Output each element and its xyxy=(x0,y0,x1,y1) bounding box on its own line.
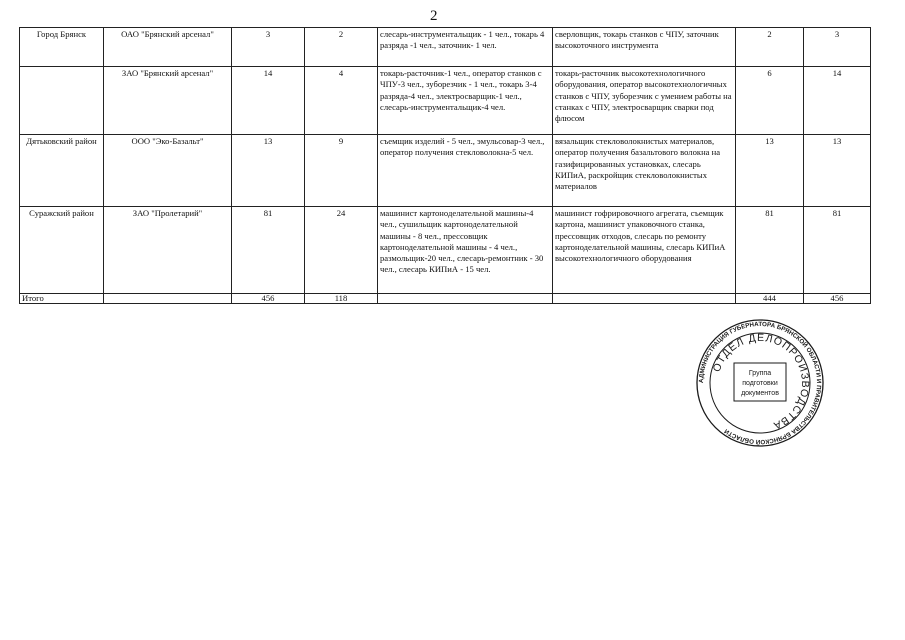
count-cell: 6 xyxy=(736,67,804,135)
count-cell: 13 xyxy=(736,135,804,207)
table-row xyxy=(20,28,871,67)
table-row xyxy=(20,135,871,207)
count-cell: 81 xyxy=(804,207,871,294)
organization-cell: ООО "Эко-Базальт" xyxy=(104,135,232,207)
table-row xyxy=(20,207,871,294)
count-cell: 3 xyxy=(232,28,305,67)
count-cell: 13 xyxy=(232,135,305,207)
stamp-center-line3: документов xyxy=(741,390,779,397)
empty-cell xyxy=(553,294,736,304)
total-label: Итого xyxy=(20,294,104,304)
empty-cell xyxy=(378,294,553,304)
professions-cell: съемщик изделий - 5 чел., эмульсовар-3 чел., оператор получения стекловолокна-5 чел. xyxy=(378,135,553,207)
stamp-outer-textpath: АДМИНИСТРАЦИЯ ГУБЕРНАТОРА БРЯНСКОЙ ОБЛАСТИ И ПРАВИТЕЛЬСТВА БРЯНСКОЙ ОБЛАСТИ xyxy=(697,320,823,446)
count-cell: 2 xyxy=(736,28,804,67)
organization-cell: ЗАО "Пролетарий" xyxy=(104,207,232,294)
organization-cell: ЗАО "Брянский арсенал" xyxy=(104,67,232,135)
count-cell: 13 xyxy=(804,135,871,207)
needed-professions-cell: машинист гофрировочного агрегата, съемщик картона, машинист упаковочного станка, прессовщик отходов, слесарь по ремонту картоноделательной машины, слесарь КИПиА высокотехнологичного оборудования xyxy=(553,207,736,294)
count-cell: 14 xyxy=(804,67,871,135)
count-cell: 4 xyxy=(305,67,378,135)
region-cell xyxy=(20,67,104,135)
empty-cell xyxy=(104,294,232,304)
count-cell: 81 xyxy=(736,207,804,294)
stamp-center-line2: подготовки xyxy=(742,380,778,387)
count-cell: 24 xyxy=(305,207,378,294)
region-cell: Город Брянск xyxy=(20,28,104,67)
total-row xyxy=(20,294,871,304)
total-count-cell: 444 xyxy=(736,294,804,304)
region-cell: Суражский район xyxy=(20,207,104,294)
official-stamp xyxy=(695,318,825,448)
organization-cell: ОАО "Брянский арсенал" xyxy=(104,28,232,67)
professions-cell: слесарь-инструментальщик - 1 чел., токарь 4 разряда -1 чел., заточник- 1 чел. xyxy=(378,28,553,67)
page-number: 2 xyxy=(430,8,438,24)
needed-professions-cell: сверловщик, токарь станков с ЧПУ, заточник высокоточного инструмента xyxy=(553,28,736,67)
table-row xyxy=(20,67,871,135)
professions-cell: токарь-расточник-1 чел., оператор станков с ЧПУ-3 чел., зуборезчик - 1 чел., токарь 3-4 разряда-4 чел., электросварщик-1 чел., слесарь-инструментальщик-4 чел. xyxy=(378,67,553,135)
total-count-cell: 118 xyxy=(305,294,378,304)
region-cell: Дятьковский район xyxy=(20,135,104,207)
needed-professions-cell: токарь-расточник высокотехнологичного оборудования, оператор высокотехнологичных станков с ЧПУ, зуборезчик с умением работы на станках с ЧПУ, электросварщик сварки под флюсом xyxy=(553,67,736,135)
count-cell: 3 xyxy=(804,28,871,67)
count-cell: 14 xyxy=(232,67,305,135)
stamp-center-line1: Группа xyxy=(748,370,772,377)
total-count-cell: 456 xyxy=(232,294,305,304)
count-cell: 2 xyxy=(305,28,378,67)
stamp-middle-textpath: ОТДЕЛ ДЕЛОПРОИЗВОДСТВА xyxy=(710,331,812,432)
total-count-cell: 456 xyxy=(804,294,871,304)
needed-professions-cell: вязальщик стекловолокнистых материалов, оператор получения базальтового волокна на газифицированных установках, слесарь КИПиА, раскройщик стекловолокнистых материалов xyxy=(553,135,736,207)
professions-cell: машинист картоноделательной машины-4 чел., сушильщик картоноделательной машины - 8 чел., прессовщик картоноделательной машины - 4 чел., размольщик-20 чел., слесарь-ремонтник - 30 чел., слесарь КИПиА - 15 чел. xyxy=(378,207,553,294)
employment-table xyxy=(19,27,871,304)
count-cell: 9 xyxy=(305,135,378,207)
count-cell: 81 xyxy=(232,207,305,294)
